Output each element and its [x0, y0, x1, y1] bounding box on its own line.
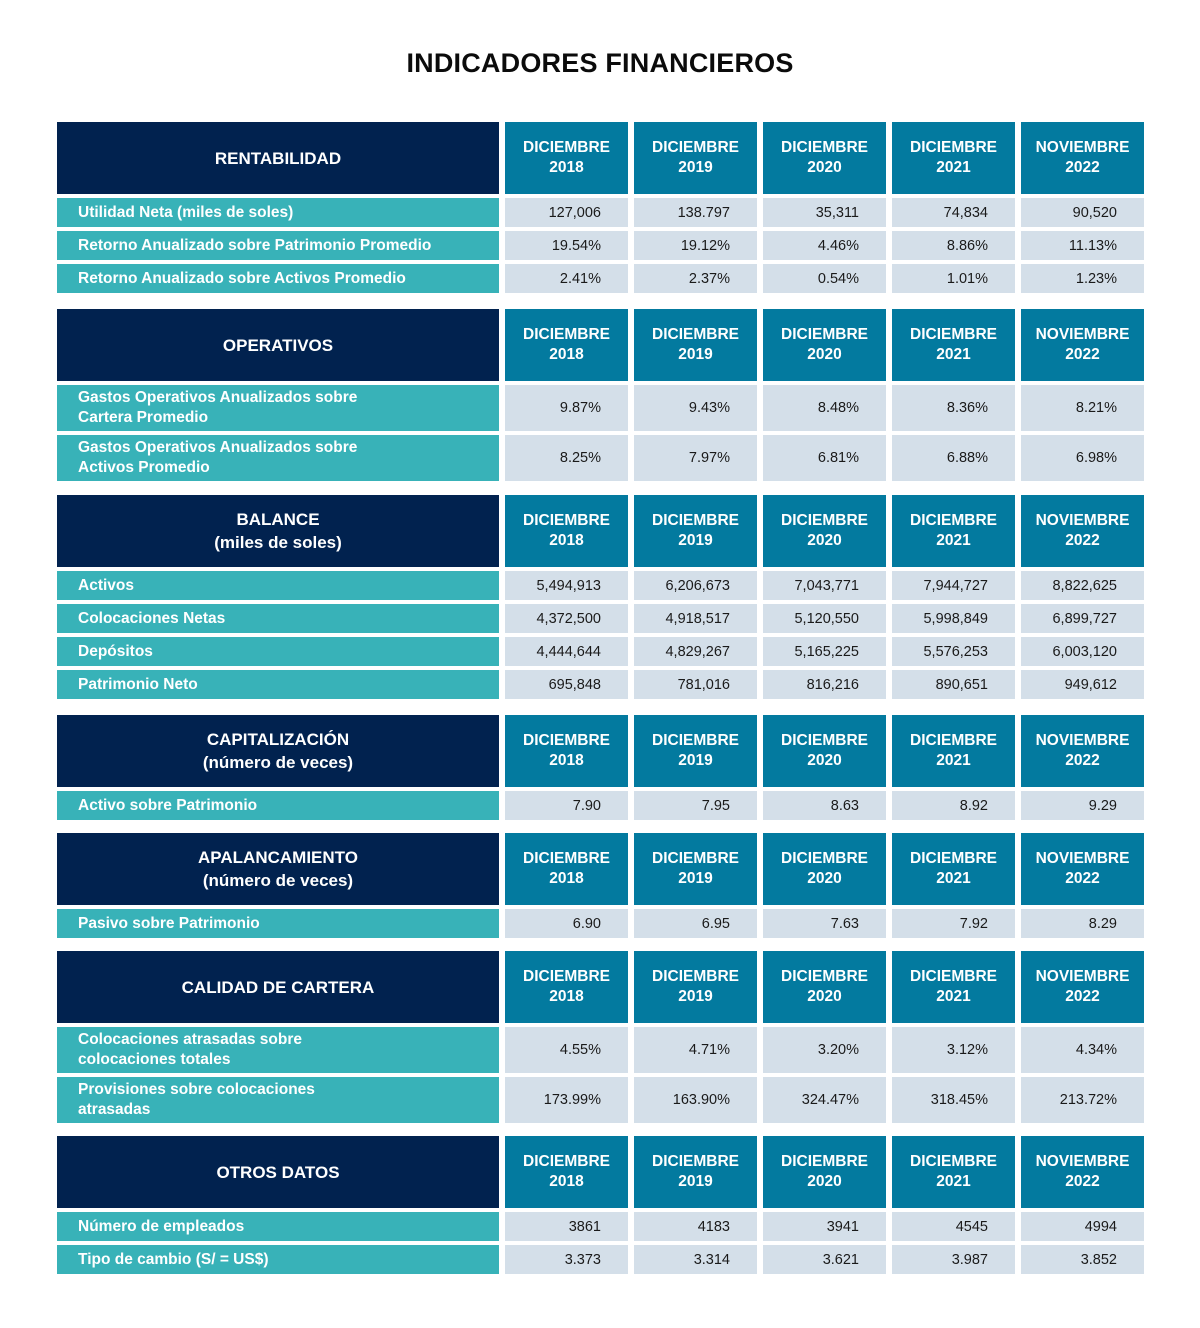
column-header-line: 2018: [549, 532, 584, 549]
column-header-line: DICIEMBRE: [523, 850, 610, 867]
column-header-line: DICIEMBRE: [781, 1153, 868, 1170]
column-header-line: 2021: [936, 870, 971, 887]
column-header-line: 2020: [807, 1173, 842, 1190]
column-header-0: [505, 495, 628, 567]
column-header-line: DICIEMBRE: [652, 1153, 739, 1170]
section-title-line: OTROS DATOS: [216, 1162, 340, 1182]
table-cell: 35,311: [763, 198, 886, 227]
column-header-line: 2022: [1065, 870, 1100, 887]
row-label-line: Pasivo sobre Patrimonio: [78, 914, 260, 932]
row-label: [57, 1027, 499, 1073]
column-header-line: NOVIEMBRE: [1035, 512, 1130, 529]
column-header-1: [634, 715, 757, 787]
row-label: [57, 1245, 499, 1274]
table-row: [57, 571, 1144, 600]
table-cell: 890,651: [892, 670, 1015, 699]
column-header-0: [505, 715, 628, 787]
column-header-line: NOVIEMBRE: [1035, 850, 1130, 867]
column-header-line: 2018: [549, 752, 584, 769]
column-header-line: 2020: [807, 988, 842, 1005]
table-cell: 7.95: [634, 791, 757, 820]
column-header-1: [634, 495, 757, 567]
column-header-line: DICIEMBRE: [910, 732, 997, 749]
table-cell: 3.621: [763, 1245, 886, 1274]
row-label-line: Colocaciones Netas: [78, 609, 226, 627]
column-header-line: 2019: [678, 159, 713, 176]
column-header-line: NOVIEMBRE: [1035, 326, 1130, 343]
table-cell: 695,848: [505, 670, 628, 699]
column-header-2: [763, 1136, 886, 1208]
column-header-4: [1021, 1136, 1144, 1208]
table-cell: 6.88%: [892, 435, 1015, 481]
column-header-line: DICIEMBRE: [910, 512, 997, 529]
table-cell: 3.20%: [763, 1027, 886, 1073]
section-otros-datos: [57, 1136, 1144, 1274]
row-label-line: Patrimonio Neto: [78, 675, 198, 693]
row-label-line: Colocaciones atrasadas sobre: [78, 1031, 302, 1048]
table-row: [57, 1077, 1144, 1123]
table-cell: 7,944,727: [892, 571, 1015, 600]
section-rentabilidad: [57, 122, 1144, 293]
column-header-line: DICIEMBRE: [781, 139, 868, 156]
table-cell: 1.01%: [892, 264, 1015, 293]
column-header-3: [892, 1136, 1015, 1208]
row-label-line: colocaciones totales: [78, 1051, 231, 1068]
column-header-line: DICIEMBRE: [781, 968, 868, 985]
column-header-line: 2019: [678, 752, 713, 769]
section-title-line: (número de veces): [202, 871, 354, 890]
column-header-line: DICIEMBRE: [652, 139, 739, 156]
table-cell: 2.41%: [505, 264, 628, 293]
section-title: [57, 951, 499, 1023]
section-header-row: [57, 122, 1144, 194]
column-header-1: [634, 951, 757, 1023]
column-header-1: [634, 122, 757, 194]
table-cell: 7.92: [892, 909, 1015, 938]
table-cell: 4183: [634, 1212, 757, 1241]
column-header-line: DICIEMBRE: [652, 850, 739, 867]
section-title: [57, 715, 499, 787]
page-title: INDICADORES FINANCIEROS: [406, 48, 794, 78]
table-cell: 8.92: [892, 791, 1015, 820]
row-label: [57, 604, 499, 633]
table-cell: 8.21%: [1021, 385, 1144, 431]
table-cell: 3.12%: [892, 1027, 1015, 1073]
table-cell: 7.97%: [634, 435, 757, 481]
table-row: [57, 1245, 1144, 1274]
table-row: [57, 637, 1144, 666]
table-cell: 4.46%: [763, 231, 886, 260]
table-cell: 6.98%: [1021, 435, 1144, 481]
table-cell: 138.797: [634, 198, 757, 227]
table-cell: 173.99%: [505, 1077, 628, 1123]
row-label-line: Retorno Anualizado sobre Activos Promedio: [78, 269, 406, 287]
column-header-1: [634, 833, 757, 905]
column-header-3: [892, 122, 1015, 194]
row-label: [57, 571, 499, 600]
row-label: [57, 1212, 499, 1241]
section-capitalizacion: [57, 715, 1144, 820]
table-cell: 324.47%: [763, 1077, 886, 1123]
column-header-3: [892, 833, 1015, 905]
table-row: [57, 198, 1144, 227]
row-label-line: Gastos Operativos Anualizados sobre: [78, 389, 358, 406]
column-header-4: [1021, 951, 1144, 1023]
column-header-2: [763, 309, 886, 381]
column-header-2: [763, 715, 886, 787]
column-header-line: DICIEMBRE: [910, 1153, 997, 1170]
row-label: [57, 909, 499, 938]
column-header-0: [505, 309, 628, 381]
column-header-line: 2020: [807, 870, 842, 887]
column-header-line: 2022: [1065, 159, 1100, 176]
column-header-4: [1021, 309, 1144, 381]
column-header-2: [763, 951, 886, 1023]
table-row: [57, 385, 1144, 431]
table-cell: 74,834: [892, 198, 1015, 227]
table-row: [57, 231, 1144, 260]
section-header-row: [57, 309, 1144, 381]
table-cell: 5,576,253: [892, 637, 1015, 666]
row-label: [57, 1077, 499, 1123]
table-cell: 11.13%: [1021, 231, 1144, 260]
section-header-row: [57, 715, 1144, 787]
column-header-0: [505, 951, 628, 1023]
table-cell: 9.29: [1021, 791, 1144, 820]
column-header-line: 2022: [1065, 988, 1100, 1005]
table-cell: 1.23%: [1021, 264, 1144, 293]
table-cell: 3861: [505, 1212, 628, 1241]
table-cell: 19.12%: [634, 231, 757, 260]
table-cell: 816,216: [763, 670, 886, 699]
section-apalancamiento: [57, 833, 1144, 938]
column-header-line: 2022: [1065, 346, 1100, 363]
table-cell: 8.25%: [505, 435, 628, 481]
row-label: [57, 198, 499, 227]
column-header-4: [1021, 495, 1144, 567]
table-cell: 4.71%: [634, 1027, 757, 1073]
table-cell: 4,918,517: [634, 604, 757, 633]
column-header-line: NOVIEMBRE: [1035, 1153, 1130, 1170]
row-label: [57, 637, 499, 666]
column-header-1: [634, 1136, 757, 1208]
column-header-line: DICIEMBRE: [910, 850, 997, 867]
table-row: [57, 791, 1144, 820]
table-row: [57, 670, 1144, 699]
column-header-line: 2018: [549, 988, 584, 1005]
column-header-line: DICIEMBRE: [652, 326, 739, 343]
table-row: [57, 909, 1144, 938]
column-header-line: 2021: [936, 1173, 971, 1190]
table-cell: 6,206,673: [634, 571, 757, 600]
column-header-2: [763, 495, 886, 567]
row-label-line: Activos: [78, 576, 134, 594]
section-title: [57, 309, 499, 381]
table-cell: 6.95: [634, 909, 757, 938]
column-header-1: [634, 309, 757, 381]
row-label-line: atrasadas: [78, 1101, 151, 1118]
section-title-line: OPERATIVOS: [222, 335, 334, 355]
row-label-line: Activos Promedio: [78, 459, 210, 476]
row-label-line: Activo sobre Patrimonio: [78, 796, 258, 814]
column-header-line: 2021: [936, 159, 971, 176]
table-cell: 90,520: [1021, 198, 1144, 227]
table-cell: 949,612: [1021, 670, 1144, 699]
table-cell: 9.43%: [634, 385, 757, 431]
table-cell: 781,016: [634, 670, 757, 699]
column-header-3: [892, 951, 1015, 1023]
table-cell: 4545: [892, 1212, 1015, 1241]
column-header-0: [505, 833, 628, 905]
column-header-line: DICIEMBRE: [910, 139, 997, 156]
table-cell: 0.54%: [763, 264, 886, 293]
column-header-4: [1021, 122, 1144, 194]
section-title-line: BALANCE: [236, 510, 320, 529]
table-cell: 5,998,849: [892, 604, 1015, 633]
table-cell: 9.87%: [505, 385, 628, 431]
table-cell: 3941: [763, 1212, 886, 1241]
column-header-line: 2021: [936, 988, 971, 1005]
column-header-4: [1021, 833, 1144, 905]
column-header-line: DICIEMBRE: [781, 732, 868, 749]
column-header-line: 2019: [678, 988, 713, 1005]
column-header-0: [505, 122, 628, 194]
column-header-line: DICIEMBRE: [652, 512, 739, 529]
table-cell: 213.72%: [1021, 1077, 1144, 1123]
section-title-line: CALIDAD DE CARTERA: [181, 977, 375, 997]
column-header-line: 2020: [807, 532, 842, 549]
table-cell: 4994: [1021, 1212, 1144, 1241]
column-header-3: [892, 309, 1015, 381]
section-balance: [57, 495, 1144, 699]
table-cell: 7,043,771: [763, 571, 886, 600]
row-label: [57, 435, 499, 481]
column-header-line: 2020: [807, 159, 842, 176]
column-header-line: DICIEMBRE: [781, 326, 868, 343]
column-header-line: 2018: [549, 159, 584, 176]
section-title-line: (miles de soles): [214, 533, 342, 552]
column-header-line: 2019: [678, 532, 713, 549]
table-cell: 19.54%: [505, 231, 628, 260]
section-title-line: RENTABILIDAD: [214, 148, 342, 168]
column-header-line: DICIEMBRE: [781, 850, 868, 867]
row-label: [57, 231, 499, 260]
row-label: [57, 385, 499, 431]
column-header-line: DICIEMBRE: [523, 732, 610, 749]
column-header-line: 2020: [807, 752, 842, 769]
column-header-line: DICIEMBRE: [652, 732, 739, 749]
table-cell: 8,822,625: [1021, 571, 1144, 600]
section-header-row: [57, 495, 1144, 567]
column-header-line: DICIEMBRE: [523, 1153, 610, 1170]
column-header-line: 2022: [1065, 1173, 1100, 1190]
row-label-line: Tipo de cambio (S/ = US$): [78, 1250, 269, 1268]
section-title-line: (número de veces): [202, 753, 354, 772]
table-row: [57, 1212, 1144, 1241]
row-label: [57, 264, 499, 293]
column-header-line: NOVIEMBRE: [1035, 968, 1130, 985]
row-label: [57, 791, 499, 820]
section-header-row: [57, 833, 1144, 905]
column-header-line: 2021: [936, 346, 971, 363]
column-header-line: 2022: [1065, 532, 1100, 549]
row-label-line: Provisiones sobre colocaciones: [78, 1081, 315, 1098]
column-header-3: [892, 715, 1015, 787]
table-cell: 8.48%: [763, 385, 886, 431]
table-cell: 4,372,500: [505, 604, 628, 633]
column-header-0: [505, 1136, 628, 1208]
table-cell: 8.36%: [892, 385, 1015, 431]
table-cell: 7.90: [505, 791, 628, 820]
column-header-line: 2018: [549, 346, 584, 363]
column-header-line: DICIEMBRE: [910, 326, 997, 343]
column-header-line: DICIEMBRE: [652, 968, 739, 985]
section-title: [57, 833, 499, 905]
column-header-3: [892, 495, 1015, 567]
table-cell: 6,003,120: [1021, 637, 1144, 666]
table-cell: 6.81%: [763, 435, 886, 481]
row-label-line: Gastos Operativos Anualizados sobre: [78, 439, 358, 456]
column-header-line: 2022: [1065, 752, 1100, 769]
column-header-line: DICIEMBRE: [523, 326, 610, 343]
table-row: [57, 264, 1144, 293]
table-cell: 5,120,550: [763, 604, 886, 633]
column-header-line: 2019: [678, 1173, 713, 1190]
table-cell: 3.852: [1021, 1245, 1144, 1274]
row-label-line: Retorno Anualizado sobre Patrimonio Promedio: [78, 236, 432, 254]
table-cell: 3.373: [505, 1245, 628, 1274]
column-header-2: [763, 122, 886, 194]
row-label-line: Cartera Promedio: [78, 409, 209, 426]
table-cell: 6,899,727: [1021, 604, 1144, 633]
table-cell: 4.55%: [505, 1027, 628, 1073]
column-header-line: DICIEMBRE: [523, 968, 610, 985]
column-header-2: [763, 833, 886, 905]
section-title: [57, 122, 499, 194]
row-label-line: Utilidad Neta (miles de soles): [78, 203, 294, 221]
column-header-line: 2019: [678, 346, 713, 363]
column-header-line: 2018: [549, 870, 584, 887]
table-cell: 5,494,913: [505, 571, 628, 600]
column-header-line: DICIEMBRE: [910, 968, 997, 985]
section-operativos: [57, 309, 1144, 481]
table-cell: 127,006: [505, 198, 628, 227]
column-header-line: DICIEMBRE: [523, 512, 610, 529]
table-cell: 318.45%: [892, 1077, 1015, 1123]
column-header-line: 2021: [936, 532, 971, 549]
section-header-row: [57, 1136, 1144, 1208]
section-title-line: APALANCAMIENTO: [198, 848, 358, 867]
table-cell: 8.29: [1021, 909, 1144, 938]
table-cell: 7.63: [763, 909, 886, 938]
row-label-line: Número de empleados: [78, 1217, 245, 1235]
table-cell: 4,829,267: [634, 637, 757, 666]
column-header-line: NOVIEMBRE: [1035, 139, 1130, 156]
table-cell: 3.314: [634, 1245, 757, 1274]
table-cell: 3.987: [892, 1245, 1015, 1274]
table-cell: 4.34%: [1021, 1027, 1144, 1073]
column-header-line: 2018: [549, 1173, 584, 1190]
section-header-row: [57, 951, 1144, 1023]
table-row: [57, 604, 1144, 633]
section-calidad-de-cartera: [57, 951, 1144, 1123]
column-header-line: 2019: [678, 870, 713, 887]
column-header-line: DICIEMBRE: [781, 512, 868, 529]
table-cell: 6.90: [505, 909, 628, 938]
column-header-4: [1021, 715, 1144, 787]
table-cell: 8.63: [763, 791, 886, 820]
table-row: [57, 1027, 1144, 1073]
table-cell: 163.90%: [634, 1077, 757, 1123]
row-label: [57, 670, 499, 699]
column-header-line: NOVIEMBRE: [1035, 732, 1130, 749]
table-cell: 2.37%: [634, 264, 757, 293]
column-header-line: 2020: [807, 346, 842, 363]
table-cell: 4,444,644: [505, 637, 628, 666]
table-cell: 8.86%: [892, 231, 1015, 260]
column-header-line: 2021: [936, 752, 971, 769]
section-title-line: CAPITALIZACIÓN: [206, 730, 350, 749]
table-row: [57, 435, 1144, 481]
section-title: [57, 495, 499, 567]
row-label-line: Depósitos: [78, 642, 153, 660]
section-title: [57, 1136, 499, 1208]
table-cell: 5,165,225: [763, 637, 886, 666]
column-header-line: DICIEMBRE: [523, 139, 610, 156]
